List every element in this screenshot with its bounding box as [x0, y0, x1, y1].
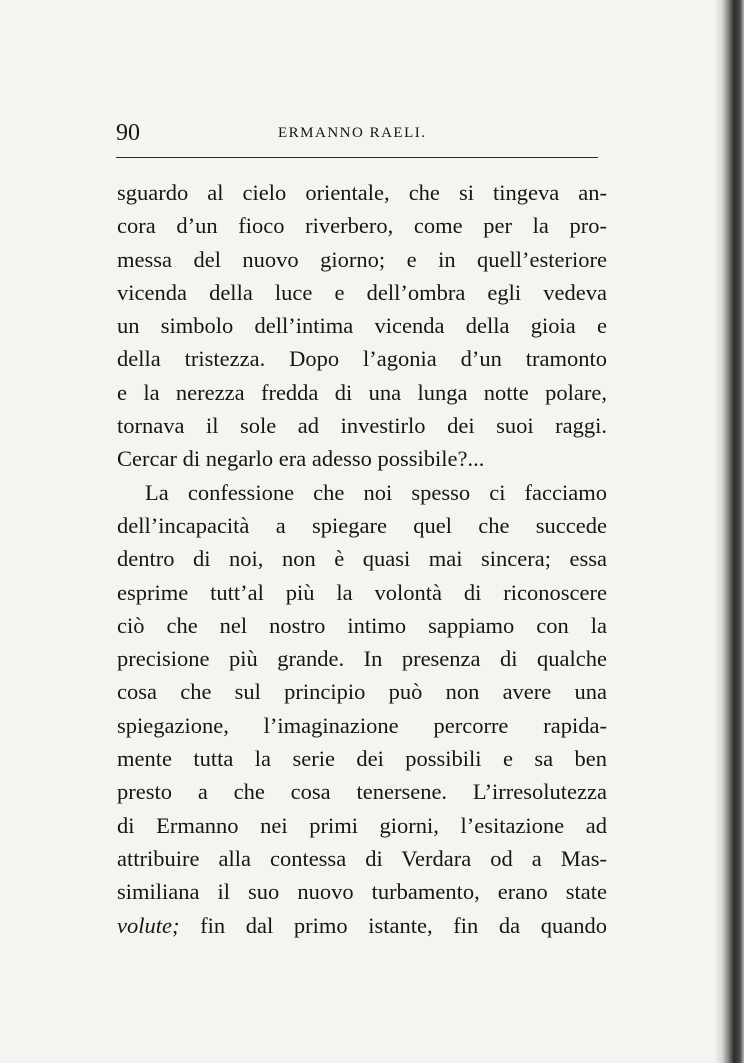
text-line: attribuire alla contessa di Verdara od a Mas- — [117, 845, 607, 871]
text-line: ciò che nel nostro intimo sappiamo con la — [117, 612, 607, 638]
text-line-rest: fin dal primo istante, fin da quando — [179, 912, 607, 938]
text-line: La confessione che noi spesso ci facciamo — [145, 479, 607, 505]
text-line: mente tutta la serie dei possibili e sa ben — [117, 746, 607, 772]
text-line: messa del nuovo giorno; e in quell’esteriore — [117, 246, 607, 272]
header-rule — [116, 157, 598, 158]
text-line: presto a che cosa tenersene. L’irresolutezza — [117, 779, 607, 805]
text-line: tornava il sole ad investirlo dei suoi raggi. — [117, 413, 607, 439]
text-line: di Ermanno nei primi giorni, l’esitazione ad — [117, 812, 607, 838]
text-line: spiegazione, l’imaginazione percorre rapida- — [117, 712, 607, 738]
page-edge-shadow — [714, 0, 744, 1063]
text-line: sguardo al cielo orientale, che si tingeva an- — [117, 180, 607, 205]
text-line: vicenda della luce e dell’ombra egli vedeva — [117, 279, 607, 305]
body-text — [117, 176, 607, 942]
text-line: dentro di noi, non è quasi mai sincera; essa — [117, 546, 607, 572]
text-line: esprime tutt’al più la volontà di riconoscere — [117, 579, 607, 605]
text-line: Cercar di negarlo era adesso possibile?... — [117, 446, 485, 472]
text-line: e la nerezza fredda di una lunga notte polare, — [117, 379, 607, 405]
page-number: 90 — [116, 120, 140, 146]
text-line: della tristezza. Dopo l’agonia d’un tramonto — [117, 346, 607, 372]
text-line: un simbolo dell’intima vicenda della gioia e — [117, 313, 607, 339]
text-line: similiana il suo nuovo turbamento, erano state — [117, 879, 607, 905]
text-line: cora d’un fioco riverbero, come per la pro- — [117, 213, 607, 239]
page-header — [116, 120, 598, 160]
text-line: dell’incapacità a spiegare quel che succede — [117, 512, 607, 538]
text-line: precisione più grande. In presenza di qualche — [117, 646, 607, 672]
text-line: cosa che sul principio può non avere una — [117, 679, 607, 705]
text-line-final — [117, 909, 607, 942]
running-title: ERMANNO RAELI. — [278, 125, 427, 141]
italic-word: volute; — [117, 912, 180, 938]
